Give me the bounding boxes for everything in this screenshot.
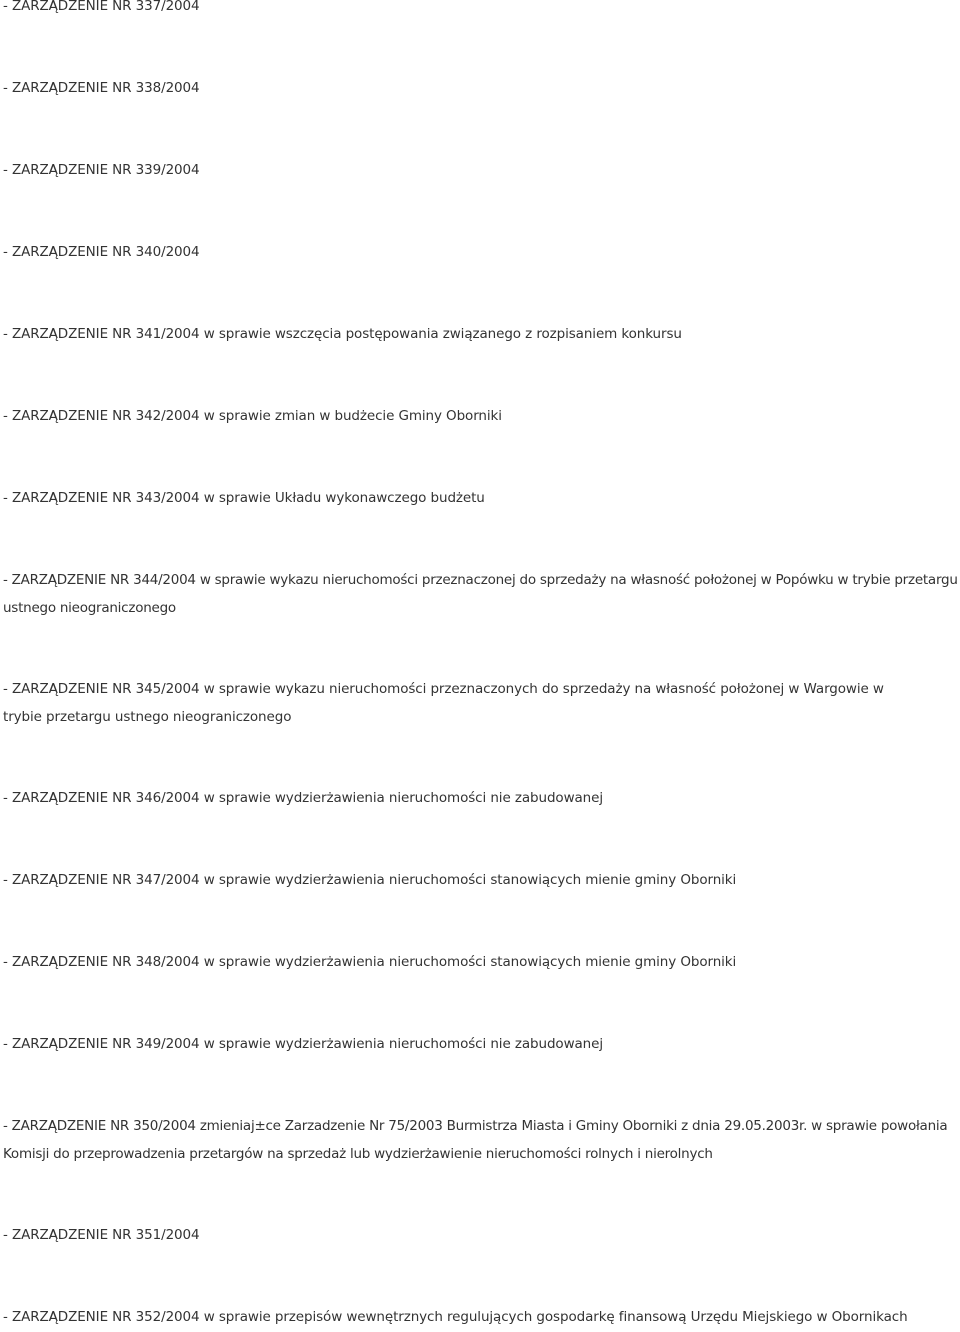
list-item: - ZARZĄDZENIE NR 348/2004 w sprawie wydzierżawienia nieruchomości stanowiących mienie gminy Oborniki (3, 954, 737, 970)
list-item: - ZARZĄDZENIE NR 341/2004 w sprawie wszczęcia postępowania związanego z rozpisaniem konkursu (3, 326, 682, 342)
list-item: - ZARZĄDZENIE NR 350/2004 zmieniaj±ce Zarzadzenie Nr 75/2003 Burmistrza Miasta i Gminy Oborniki z dnia 29.05.2003r. w sprawie powołania Komisji do przeprowadzenia przetargów na sprzedaż lub wydzierżawienie nieruchomości rolnych i nierolnych (3, 1118, 948, 1162)
list-item: - ZARZĄDZENIE NR 337/2004 (3, 0, 200, 14)
list-item: - ZARZĄDZENIE NR 344/2004 w sprawie wykazu nieruchomości przeznaczonej do sprzedaży na własność położonej w Popówku w trybie przetargu ustnego nieograniczonego (3, 572, 958, 616)
list-item: - ZARZĄDZENIE NR 343/2004 w sprawie Układu wykonawczego budżetu (3, 490, 485, 506)
list-item: - ZARZĄDZENIE NR 351/2004 (3, 1227, 200, 1243)
list-item: - ZARZĄDZENIE NR 338/2004 (3, 80, 200, 96)
list-item: - ZARZĄDZENIE NR 342/2004 w sprawie zmian w budżecie Gminy Oborniki (3, 408, 502, 424)
list-item: - ZARZĄDZENIE NR 347/2004 w sprawie wydzierżawienia nieruchomości stanowiących mienie gminy Oborniki (3, 872, 737, 888)
list-item: - ZARZĄDZENIE NR 339/2004 (3, 162, 200, 178)
list-item: - ZARZĄDZENIE NR 345/2004 w sprawie wykazu nieruchomości przeznaczonych do sprzedaży na własność położonej w Wargowie w trybie przetargu ustnego nieograniczonego (3, 681, 884, 725)
list-item: - ZARZĄDZENIE NR 352/2004 w sprawie przepisów wewnętrznych regulujących gospodarkę finansową Urzędu Miejskiego w Obornikach (3, 1309, 908, 1325)
list-item: - ZARZĄDZENIE NR 349/2004 w sprawie wydzierżawienia nieruchomości nie zabudowanej (3, 1036, 603, 1052)
list-item: - ZARZĄDZENIE NR 340/2004 (3, 244, 200, 260)
list-item: - ZARZĄDZENIE NR 346/2004 w sprawie wydzierżawienia nieruchomości nie zabudowanej (3, 790, 603, 806)
